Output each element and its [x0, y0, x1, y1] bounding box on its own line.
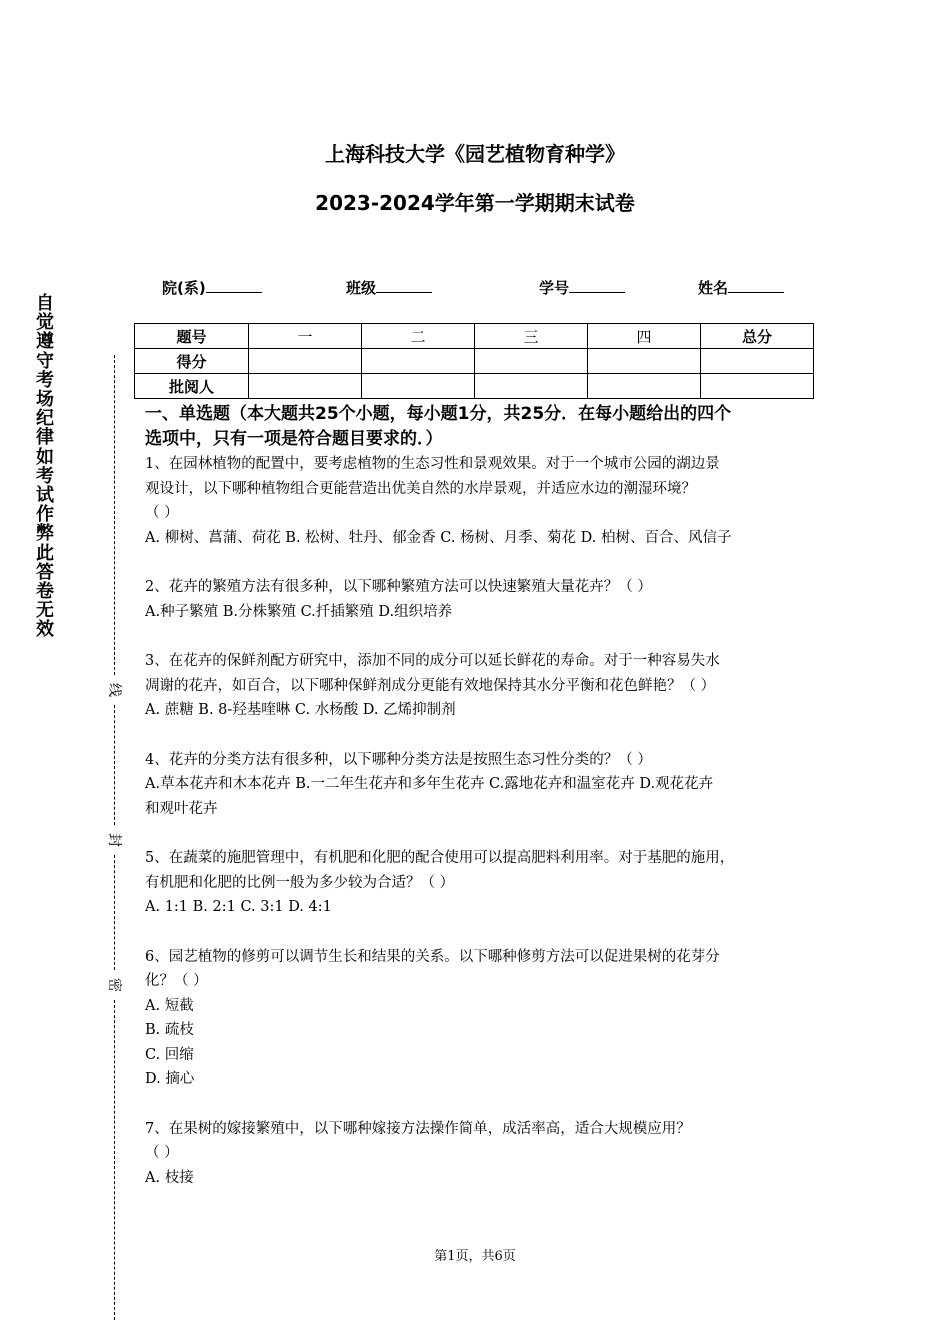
side-notice-char: 作 [36, 504, 54, 526]
side-notice-char: 试 [36, 485, 54, 507]
side-notice-char: 无 [36, 600, 54, 622]
question-line: 4、花卉的分类方法有很多种，以下哪种分类方法是按照生态习性分类的？（ ） [145, 751, 652, 768]
question-option: A. 枝接 [145, 1169, 194, 1186]
question-line: （ ） [145, 1145, 179, 1161]
question-options: A.草本花卉和木本花卉 B.一二年生花卉和多年生花卉 C.露地花卉和温室花卉 D.观花花卉 [145, 776, 714, 792]
seal-dashed-line [114, 355, 115, 675]
score-cell[interactable] [701, 349, 814, 374]
side-notice-char: 遵 [36, 331, 54, 353]
side-notice-char: 觉 [36, 312, 54, 334]
student-id-field[interactable] [539, 277, 625, 298]
dept-label: 院(系) [162, 279, 206, 297]
question-line: 有机肥和化肥的比例一般为多少较为合适？（ ） [145, 874, 455, 891]
seal-mark-secret: 密 [105, 976, 125, 994]
score-cell[interactable] [701, 374, 814, 399]
name-blank[interactable] [728, 278, 784, 293]
question-line: 5、在蔬菜的施肥管理中，有机肥和化肥的配合使用可以提高肥料利用率。对于基肥的施用， [145, 850, 735, 866]
question-option: A. 短截 [145, 997, 194, 1014]
seal-dashed-line [114, 705, 115, 825]
side-notice [34, 294, 56, 640]
score-row-label: 批阅人 [135, 374, 249, 399]
question-line: 3、在花卉的保鲜剂配方研究中，添加不同的成分可以延长鲜花的寿命。对于一种容易失水 [145, 653, 720, 669]
score-cell[interactable] [475, 374, 588, 399]
page-footer: 第1页，共6页 [434, 1249, 516, 1264]
question-line: （ ） [145, 505, 179, 521]
side-notice-char: 此 [36, 542, 54, 564]
dept-blank[interactable] [206, 278, 262, 293]
score-header-cell: 一 [249, 324, 362, 349]
side-notice-char: 答 [36, 561, 54, 583]
side-notice-char: 考 [36, 369, 54, 391]
exam-content [145, 402, 815, 1190]
question-options: 和观叶花卉 [145, 800, 218, 817]
question-2 [145, 575, 815, 624]
side-notice-char: 考 [36, 465, 54, 487]
side-notice-char: 弊 [36, 523, 54, 545]
question-line: 1、在园林植物的配置中，要考虑植物的生态习性和景观效果。对于一个城市公园的湖边景 [145, 456, 720, 472]
student-id-blank[interactable] [569, 278, 625, 293]
name-field[interactable] [698, 277, 784, 298]
question-option: B. 疏枝 [145, 1022, 194, 1038]
question-options: A. 1:1 B. 2:1 C. 3:1 D. 4:1 [145, 899, 332, 915]
side-notice-char: 卷 [36, 581, 54, 603]
class-label: 班级 [346, 279, 377, 297]
seal-dashed-line [114, 855, 115, 970]
score-header-cell: 二 [362, 324, 475, 349]
question-line: 凋谢的花卉，如百合，以下哪种保鲜剂成分更能有效地保持其水分平衡和花色鲜艳？（ ） [145, 677, 716, 694]
score-cell[interactable] [249, 349, 362, 374]
dept-field[interactable] [162, 277, 262, 298]
question-3 [145, 649, 815, 723]
exam-title-line1: 上海科技大学《园艺植物育种学》 [325, 142, 625, 166]
question-6 [145, 945, 815, 1092]
score-cell[interactable] [362, 374, 475, 399]
score-cell[interactable] [249, 374, 362, 399]
score-table-row [135, 374, 814, 399]
score-table [134, 323, 814, 399]
side-notice-char: 效 [36, 619, 54, 641]
question-line: 6、园艺植物的修剪可以调节生长和结果的关系。以下哪种修剪方法可以促进果树的花芽分 [145, 948, 720, 965]
score-header-cell: 题号 [135, 324, 249, 349]
score-table-header-row [135, 324, 814, 349]
score-cell[interactable] [475, 349, 588, 374]
question-line: 2、花卉的繁殖方法有很多种，以下哪种繁殖方法可以快速繁殖大量花卉？（ ） [145, 579, 652, 595]
section-heading [145, 402, 815, 452]
question-options: A.种子繁殖 B.分株繁殖 C.扦插繁殖 D.组织培养 [145, 603, 453, 620]
side-notice-char: 纪 [36, 408, 54, 430]
section-heading-line: 选项中，只有一项是符合题目要求的．） [145, 429, 443, 449]
score-cell[interactable] [362, 349, 475, 374]
question-line: 观设计，以下哪种植物组合更能营造出优美自然的水岸景观，并适应水边的潮湿环境？ [145, 480, 696, 497]
question-4 [145, 748, 815, 822]
question-line: 化？（ ） [145, 973, 208, 989]
score-header-cell: 四 [588, 324, 701, 349]
score-table-row [135, 349, 814, 374]
side-notice-char: 如 [36, 446, 54, 468]
question-line: 7、在果树的嫁接繁殖中，以下哪种嫁接方法操作简单，成活率高，适合大规模应用？ [145, 1120, 691, 1137]
side-notice-char: 守 [36, 350, 54, 372]
question-option: C. 回缩 [145, 1046, 194, 1063]
side-notice-char: 律 [36, 427, 54, 449]
student-id-label: 学号 [539, 279, 570, 297]
question-option: D. 摘心 [145, 1071, 195, 1087]
side-notice-char: 自 [36, 293, 54, 314]
question-1 [145, 452, 815, 550]
score-header-cell: 三 [475, 324, 588, 349]
class-blank[interactable] [376, 278, 432, 293]
score-cell[interactable] [588, 349, 701, 374]
seal-dashed-line [114, 1000, 115, 1320]
section-heading-line: 一、单选题（本大题共25个小题，每小题1分，共25分．在每小题给出的四个 [145, 404, 732, 424]
seal-mark-seal: 封 [105, 831, 125, 849]
score-cell[interactable] [588, 374, 701, 399]
question-options: A. 蔗糖 B. 8-羟基喹啉 C. 水杨酸 D. 乙烯抑制剂 [145, 702, 456, 718]
seal-mark-line: 线 [105, 681, 125, 699]
score-header-cell: 总分 [701, 324, 814, 349]
exam-title-line2: 2023-2024学年第一学期期末试卷 [315, 191, 635, 215]
question-options: A. 柳树、菖蒲、荷花 B. 松树、牡丹、郁金香 C. 杨树、月季、菊花 D. 柏树、百合、风信子 [145, 529, 732, 546]
name-label: 姓名 [698, 279, 729, 297]
class-field[interactable] [346, 277, 432, 298]
question-7 [145, 1117, 815, 1191]
question-5 [145, 846, 815, 920]
side-notice-char: 场 [36, 389, 54, 411]
score-row-label: 得分 [135, 349, 249, 374]
